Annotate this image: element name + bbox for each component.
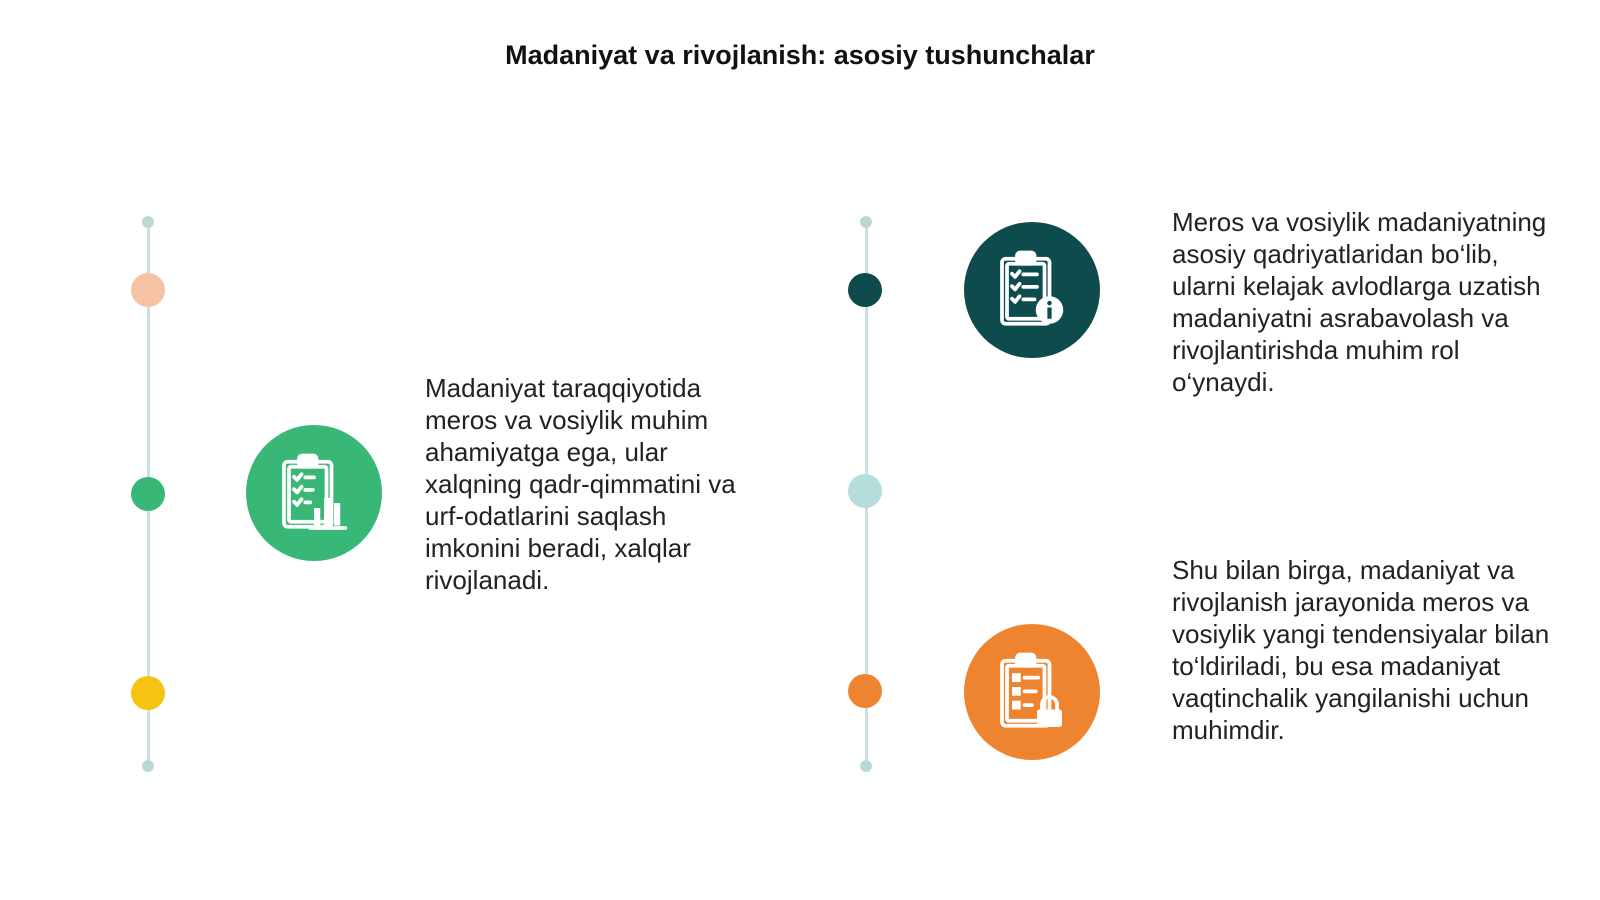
left-timeline-node-yellow: [131, 676, 165, 710]
right-timeline-node-orange: [848, 674, 882, 708]
clipboard-info-icon: [994, 250, 1070, 330]
right-timeline-node-dark-teal: [848, 273, 882, 307]
item-2-icon-circle: [964, 222, 1100, 358]
right-timeline-bottom-endpoint: [860, 760, 872, 772]
left-timeline-node-peach: [131, 273, 165, 307]
clipboard-chart-icon: [276, 453, 352, 533]
item-3-text: Shu bilan birga, madaniyat va rivojlanish jarayonida meros va vosiylik yangi tendensiyalar bilan to‘ldiriladi, bu esa madaniyat vaqtinchalik yangilanishi uchun muhimdir.: [1172, 555, 1550, 745]
left-timeline-top-endpoint: [142, 216, 154, 228]
item-3-icon-circle: [964, 624, 1100, 760]
item-2-text: Meros va vosiylik madaniyatning asosiy qadriyatlaridan bo‘lib, ularni kelajak avlodlarga uzatish madaniyatni asrabavolash va rivojlantirishda muhim rol o‘ynaydi.: [1172, 207, 1547, 397]
clipboard-lock-icon: [994, 652, 1070, 732]
item-1-text: Madaniyat taraqqiyotida meros va vosiylik muhim ahamiyatga ega, ular xalqning qadr-qimmatini va urf-odatlarini saqlash imkonini beradi, xalqlar rivojlanadi.: [425, 373, 736, 595]
item-1-icon-circle: [246, 425, 382, 561]
left-timeline-node-green: [131, 477, 165, 511]
diagram-title: Madaniyat va rivojlanish: asosiy tushunchalar: [505, 40, 1095, 70]
right-timeline-node-light-teal: [848, 474, 882, 508]
left-timeline-bottom-endpoint: [142, 760, 154, 772]
right-timeline-top-endpoint: [860, 216, 872, 228]
